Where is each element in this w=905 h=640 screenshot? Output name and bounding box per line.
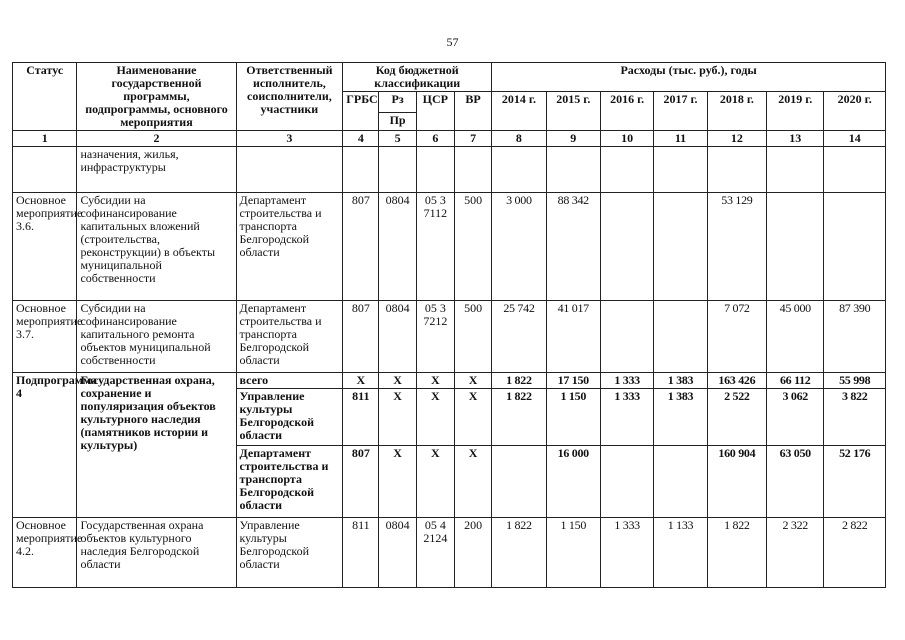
row-csr: 05 3 7212 (416, 301, 454, 373)
header-name: Наименование государственной программы, подпрограммы, основного мероприятия (77, 63, 236, 131)
col-num: 6 (416, 131, 454, 147)
row-value-2014: 1 822 (492, 389, 546, 446)
row-value-2019 (767, 193, 824, 301)
row-name: назначения, жилья, инфраструктуры (77, 147, 236, 193)
row-responsible: Департамент строительства и транспорта Белгородской области (236, 446, 343, 518)
row-value-2016 (600, 446, 653, 518)
row-vr: 200 (454, 518, 491, 588)
row-vr: 500 (454, 301, 491, 373)
page-number: 57 (446, 35, 459, 49)
row-value-2014: 1 822 (492, 518, 546, 588)
row-grbs: 811 (343, 518, 379, 588)
row-name: Субсидии на софинансирование капитальных вложений (строительства, реконструкции) в объекты муниципальной собственности (77, 193, 236, 301)
row-vr: 500 (454, 193, 491, 301)
header-vr: ВР (454, 92, 491, 131)
row-status: Основное мероприятие 3.6. (13, 193, 77, 301)
row-value-2016 (600, 193, 653, 301)
col-num: 4 (343, 131, 379, 147)
header-year-2015: 2015 г. (546, 92, 600, 131)
col-num: 11 (654, 131, 707, 147)
row-name: Государственная охрана объектов культурного наследия Белгородской области (77, 518, 236, 588)
header-status: Статус (13, 63, 77, 131)
row-value-2019: 45 000 (767, 301, 824, 373)
col-num: 1 (13, 131, 77, 147)
row-csr: 05 4 2124 (416, 518, 454, 588)
row-csr: 05 3 7112 (416, 193, 454, 301)
row-name: Государственная охрана, сохранение и популяризация объектов культурного наследия (памятников истории и культуры) (77, 373, 236, 518)
row-value-2015: 17 150 (546, 373, 600, 389)
row-value-2015: 41 017 (546, 301, 600, 373)
row-value-2020: 52 176 (824, 446, 886, 518)
row-value-2018: 160 904 (707, 446, 766, 518)
header-year-2017: 2017 г. (654, 92, 707, 131)
row-value-2014: 1 822 (492, 373, 546, 389)
row-value-2015: 1 150 (546, 389, 600, 446)
row-value-2015: 88 342 (546, 193, 600, 301)
col-num: 14 (824, 131, 886, 147)
row-status: Основное мероприятие 3.7. (13, 301, 77, 373)
col-num: 5 (379, 131, 416, 147)
header-budget-code: Код бюджетной классификации (343, 63, 492, 92)
budget-table (12, 62, 886, 588)
header-year-2016: 2016 г. (600, 92, 653, 131)
row-value-2014 (492, 446, 546, 518)
row-csr: X (416, 389, 454, 446)
table-row (13, 518, 886, 588)
row-value-2017: 1 383 (654, 373, 707, 389)
table-row (13, 373, 886, 389)
row-value-2018: 7 072 (707, 301, 766, 373)
row-grbs: 807 (343, 301, 379, 373)
header-csr: ЦСР (416, 92, 454, 131)
row-rzpr: 0804 (379, 301, 416, 373)
column-number-row (13, 131, 886, 147)
col-num: 8 (492, 131, 546, 147)
row-rzpr: 0804 (379, 518, 416, 588)
header-responsible: Ответственный исполнитель, соисполнители, участники (236, 63, 343, 131)
row-value-2019: 3 062 (767, 389, 824, 446)
header-expenses: Расходы (тыс. руб.), годы (492, 63, 886, 92)
header-year-2018: 2018 г. (707, 92, 766, 131)
header-row-1 (13, 63, 886, 92)
col-num: 13 (767, 131, 824, 147)
row-vr: X (454, 389, 491, 446)
row-value-2020: 2 822 (824, 518, 886, 588)
row-value-2019: 63 050 (767, 446, 824, 518)
row-rzpr: X (379, 373, 416, 389)
row-grbs: X (343, 373, 379, 389)
row-value-2014: 3 000 (492, 193, 546, 301)
row-value-2020: 87 390 (824, 301, 886, 373)
row-value-2016: 1 333 (600, 389, 653, 446)
row-rzpr: X (379, 389, 416, 446)
row-value-2018: 1 822 (707, 518, 766, 588)
col-num: 12 (707, 131, 766, 147)
row-value-2019: 66 112 (767, 373, 824, 389)
row-status: Подпрограмма 4 (13, 373, 77, 518)
header-year-2014: 2014 г. (492, 92, 546, 131)
col-num: 2 (77, 131, 236, 147)
col-num: 3 (236, 131, 343, 147)
table-row (13, 193, 886, 301)
table-row (13, 301, 886, 373)
row-responsible: Департамент строительства и транспорта Белгородской области (236, 301, 343, 373)
row-value-2018: 163 426 (707, 373, 766, 389)
row-csr: X (416, 446, 454, 518)
row-value-2020: 3 822 (824, 389, 886, 446)
col-num: 9 (546, 131, 600, 147)
row-value-2020 (824, 193, 886, 301)
header-year-2020: 2020 г. (824, 92, 886, 131)
col-num: 7 (454, 131, 491, 147)
row-value-2017 (654, 301, 707, 373)
row-value-2016: 1 333 (600, 518, 653, 588)
row-value-2015: 16 000 (546, 446, 600, 518)
row-value-2017 (654, 446, 707, 518)
row-responsible: Управление культуры Белгородской области (236, 518, 343, 588)
row-value-2017: 1 383 (654, 389, 707, 446)
row-value-2018: 53 129 (707, 193, 766, 301)
header-pr: Пр (379, 113, 416, 131)
row-rzpr: 0804 (379, 193, 416, 301)
row-csr: X (416, 373, 454, 389)
table-row (13, 147, 886, 193)
row-value-2018: 2 522 (707, 389, 766, 446)
row-grbs: 807 (343, 446, 379, 518)
row-value-2016 (600, 301, 653, 373)
row-responsible: всего (236, 373, 343, 389)
header-rz: Рз (379, 92, 416, 113)
row-name: Субсидии на софинансирование капитального ремонта объектов муниципальной собственности (77, 301, 236, 373)
row-value-2015: 1 150 (546, 518, 600, 588)
row-grbs: 807 (343, 193, 379, 301)
header-grbs: ГРБС (343, 92, 379, 131)
row-status: Основное мероприятие 4.2. (13, 518, 77, 588)
row-vr: X (454, 373, 491, 389)
row-value-2017: 1 133 (654, 518, 707, 588)
row-value-2020: 55 998 (824, 373, 886, 389)
row-value-2016: 1 333 (600, 373, 653, 389)
row-value-2019: 2 322 (767, 518, 824, 588)
header-year-2019: 2019 г. (767, 92, 824, 131)
row-value-2017 (654, 193, 707, 301)
row-rzpr: X (379, 446, 416, 518)
row-value-2014: 25 742 (492, 301, 546, 373)
row-responsible: Департамент строительства и транспорта Белгородской области (236, 193, 343, 301)
row-vr: X (454, 446, 491, 518)
col-num: 10 (600, 131, 653, 147)
row-grbs: 811 (343, 389, 379, 446)
row-responsible: Управление культуры Белгородской области (236, 389, 343, 446)
